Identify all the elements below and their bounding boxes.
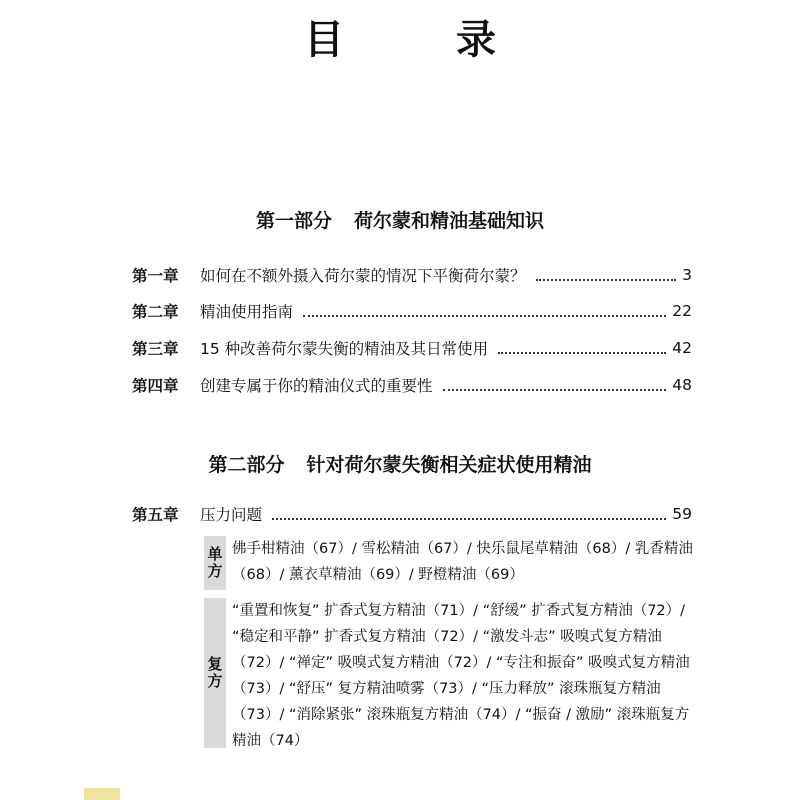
- page-number: 42: [672, 339, 692, 357]
- tag-char: 复: [207, 655, 223, 673]
- part-heading-2: [0, 450, 800, 477]
- tag-char: 方: [207, 562, 223, 580]
- dot-leader: [498, 352, 666, 354]
- chapter-title: 精油使用指南: [200, 303, 294, 321]
- page-number: 59: [672, 505, 692, 523]
- chapter-label: 第三章: [132, 340, 179, 358]
- chapter-title: 创建专属于你的精油仪式的重要性: [200, 377, 433, 395]
- tag-char: 方: [207, 672, 223, 690]
- compound-oils-list: “重置和恢复” 扩香式复方精油（71）/ “舒缓” 扩香式复方精油（72）/ “稳定和平静” 扩香式复方精油（72）/ “激发斗志” 吸嗅式复方精油（72）/ “禅定” 吸嗅式复方精油（72）/ “专注和振奋” 吸嗅式复方精油（73）/ “舒压” 复方精油喷雾（73）/ “压力释放” 滚珠瓶复方精油（73）/ “消除紧张” 滚珠瓶复方精油（74）/ “振奋 / 激励” 滚珠瓶复方精油（74）: [232, 603, 690, 749]
- dot-leader: [536, 279, 677, 281]
- chapter-title: 如何在不额外摄入荷尔蒙的情况下平衡荷尔蒙？: [200, 267, 526, 285]
- part-title: 荷尔蒙和精油基础知识: [354, 210, 545, 232]
- compound-oils-box: [204, 598, 702, 748]
- chapter-title: 压力问题: [200, 506, 263, 524]
- chapter-label: 第五章: [132, 506, 179, 524]
- toc-entry[interactable]: [132, 299, 692, 323]
- page-number: 48: [672, 376, 692, 394]
- single-tag: [204, 536, 226, 590]
- dot-leader: [303, 315, 666, 317]
- toc-entry[interactable]: [132, 373, 692, 397]
- single-oils-box: [204, 536, 702, 590]
- part-heading-1: [0, 206, 800, 233]
- part-label: 第二部分: [208, 454, 285, 476]
- part-label: 第一部分: [255, 210, 332, 232]
- dot-leader: [272, 518, 666, 520]
- page-number: 3: [682, 266, 692, 284]
- toc-entry[interactable]: [132, 502, 692, 526]
- dot-leader: [443, 389, 667, 391]
- toc-entry[interactable]: [132, 263, 692, 287]
- single-oils-list: 佛手柑精油（67）/ 雪松精油（67）/ 快乐鼠尾草精油（68）/ 乳香精油（68）/ 薰衣草精油（69）/ 野橙精油（69）: [232, 541, 693, 583]
- compound-tag: [204, 598, 226, 748]
- page-edge-mark: [84, 788, 120, 800]
- tag-char: 单: [207, 545, 223, 563]
- toc-entry[interactable]: [132, 336, 692, 360]
- page-title: 目 录: [304, 17, 532, 63]
- chapter-label: 第一章: [132, 267, 179, 285]
- chapter-label: 第四章: [132, 377, 179, 395]
- page-number: 22: [672, 302, 692, 320]
- chapter-title: 15 种改善荷尔蒙失衡的精油及其日常使用: [200, 340, 489, 358]
- part-title: 针对荷尔蒙失衡相关症状使用精油: [306, 454, 592, 476]
- chapter-label: 第二章: [132, 303, 179, 321]
